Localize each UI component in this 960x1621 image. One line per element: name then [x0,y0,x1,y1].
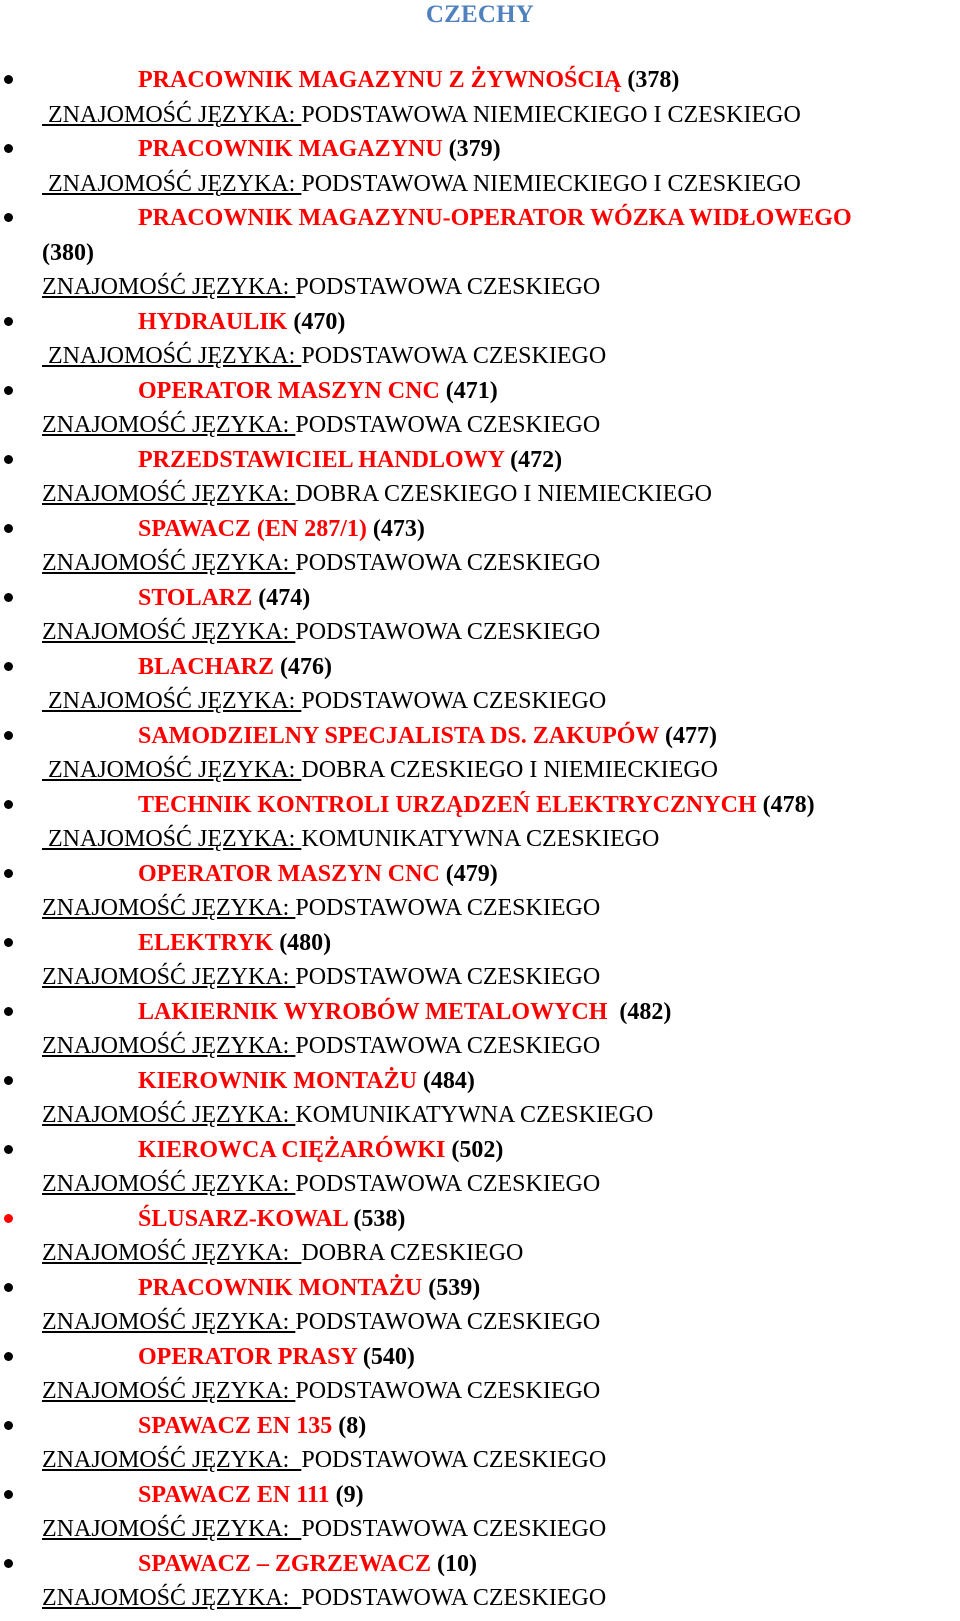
language-requirement-label: ZNAJOMOŚĆ JĘZYKA: [42,412,296,438]
language-requirement-label: ZNAJOMOŚĆ JĘZYKA: [42,895,296,921]
language-requirement-label: ZNAJOMOŚĆ JĘZYKA: [42,481,296,507]
job-heading [0,374,960,409]
language-requirement-value: DOBRA CZESKIEGO I NIEMIECKIEGO [301,757,718,783]
job-offer-number: (502) [445,1136,504,1163]
language-requirement-value: PODSTAWOWA CZESKIEGO [295,412,601,438]
job-item [0,581,960,650]
job-heading [0,1409,960,1444]
job-heading [0,1271,960,1306]
job-item [0,132,960,201]
language-requirement-value: PODSTAWOWA CZESKIEGO [295,1033,601,1059]
job-offer-number: (539) [422,1274,481,1301]
job-title: STOLARZ [138,584,253,611]
language-requirement-value: PODSTAWOWA CZESKIEGO [301,1516,607,1542]
bullet-icon [4,938,13,947]
job-heading [0,1202,960,1237]
job-heading [0,63,960,98]
language-requirement-label: ZNAJOMOŚĆ JĘZYKA: [42,170,302,197]
language-requirement-value: KOMUNIKATYWNA CZESKIEGO [301,826,660,852]
language-requirement-value: PODSTAWOWA CZESKIEGO [295,619,601,645]
bullet-icon [4,1283,13,1292]
language-requirement-label: ZNAJOMOŚĆ JĘZYKA: [42,826,302,852]
job-heading [0,512,960,547]
job-offer-number: (472) [504,446,563,473]
language-requirement [0,339,960,374]
language-requirement-value: KOMUNIKATYWNA CZESKIEGO [295,1102,654,1128]
language-requirement-label: ZNAJOMOŚĆ JĘZYKA: [42,1447,302,1473]
language-requirement-label: ZNAJOMOŚĆ JĘZYKA: [42,1585,302,1611]
language-requirement [0,167,960,202]
job-item [0,857,960,926]
job-title: PRZEDSTAWICIEL HANDLOWY [138,446,505,473]
job-title: BLACHARZ [138,653,275,680]
bullet-icon [4,1559,13,1568]
job-heading [0,305,960,340]
job-title: OPERATOR PRASY [138,1343,357,1370]
bullet-icon [4,386,13,395]
job-heading [0,443,960,478]
job-item [0,1202,960,1271]
language-requirement-label: ZNAJOMOŚĆ JĘZYKA: [42,619,296,645]
bullet-icon [4,455,13,464]
job-offer-number: (478) [756,791,815,818]
job-title: LAKIERNIK WYROBÓW METALOWYCH [138,998,608,1025]
language-requirement-label: ZNAJOMOŚĆ JĘZYKA: [42,688,302,714]
language-requirement [0,1098,960,1133]
job-offer-number: (476) [274,653,333,680]
job-offer-number: (9) [329,1481,364,1508]
job-offer-number: (471) [439,377,498,404]
bullet-icon [4,1352,13,1361]
language-requirement [0,753,960,788]
language-requirement [0,98,960,133]
language-requirement-value: PODSTAWOWA CZESKIEGO [295,550,601,576]
job-item [0,1340,960,1409]
job-heading [0,857,960,892]
job-heading [0,995,960,1030]
language-requirement-value: PODSTAWOWA CZESKIEGO [295,1378,601,1404]
language-requirement-label: ZNAJOMOŚĆ JĘZYKA: [42,1102,296,1128]
language-requirement-label: ZNAJOMOŚĆ JĘZYKA: [42,1309,296,1335]
language-requirement-value: PODSTAWOWA CZESKIEGO [295,964,601,990]
job-item [0,719,960,788]
language-requirement-value: PODSTAWOWA CZESKIEGO [301,1447,607,1473]
job-title: TECHNIK KONTROLI URZĄDZEŃ ELEKTRYCZNYCH [138,791,757,818]
job-heading [0,926,960,961]
language-requirement [0,822,960,857]
bullet-icon [4,213,13,222]
job-heading [0,650,960,685]
job-title: KIEROWNIK MONTAŻU [138,1067,417,1094]
job-title: OPERATOR MASZYN CNC [138,860,440,887]
job-item [0,650,960,719]
bullet-icon [4,800,13,809]
job-offer-number: (479) [439,860,498,887]
language-requirement [0,1029,960,1064]
job-title: PRACOWNIK MAGAZYNU [138,136,443,162]
language-requirement [0,477,960,512]
page-title: CZECHY [425,1,535,28]
language-requirement-value: PODSTAWOWA NIEMIECKIEGO I CZESKIEGO [301,101,801,128]
job-title: OPERATOR MASZYN CNC [138,377,440,404]
job-item [0,1064,960,1133]
job-item [0,63,960,132]
job-title: PRACOWNIK MAGAZYNU Z ŻYWNOŚCIĄ [138,67,622,93]
job-heading [0,201,960,236]
job-offer-number: (480) [273,929,332,956]
job-heading [0,1064,960,1099]
job-offer-number: (470) [287,308,346,335]
job-item [0,1478,960,1547]
bullet-icon [4,144,13,153]
language-requirement [0,684,960,719]
job-title: SPAWACZ EN 135 [138,1412,333,1439]
job-item [0,443,960,512]
language-requirement-label: ZNAJOMOŚĆ JĘZYKA: [42,343,302,369]
language-requirement-label: ZNAJOMOŚĆ JĘZYKA: [42,757,302,783]
language-requirement-value: PODSTAWOWA CZESKIEGO [301,343,607,369]
job-title: HYDRAULIK [138,308,288,335]
language-requirement [0,1374,960,1409]
language-requirement-value: PODSTAWOWA CZESKIEGO [295,1171,601,1197]
bullet-icon [4,1076,13,1085]
language-requirement-label: ZNAJOMOŚĆ JĘZYKA: [42,101,302,128]
language-requirement-label: ZNAJOMOŚĆ JĘZYKA: [42,1171,296,1197]
job-offer-number: (477) [659,722,717,749]
job-item [0,1133,960,1202]
language-requirement [0,408,960,443]
bullet-icon [4,731,13,740]
job-offer-number: (482) [607,998,672,1025]
job-heading [0,1478,960,1513]
job-heading [0,1547,960,1582]
job-item [0,374,960,443]
job-title: SPAWACZ (EN 287/1) [138,515,367,542]
language-requirement [0,1167,960,1202]
language-requirement [0,960,960,995]
job-offer-number: (378) [621,67,680,93]
bullet-icon [4,1145,13,1154]
job-offer-number: (474) [252,584,311,611]
language-requirement-value: PODSTAWOWA NIEMIECKIEGO I CZESKIEGO [301,170,801,197]
job-item [0,201,960,305]
language-requirement-value: DOBRA CZESKIEGO [301,1240,524,1266]
job-offer-number: (8) [332,1412,367,1439]
job-title: SPAWACZ EN 111 [138,1481,330,1508]
job-item [0,305,960,374]
language-requirement [0,1443,960,1478]
language-requirement [0,891,960,926]
language-requirement [0,615,960,650]
job-offer-number: (10) [430,1550,477,1577]
bullet-icon [4,662,13,671]
bullet-icon [4,1007,13,1016]
job-offer-number: (484) [416,1067,475,1094]
bullet-icon [4,75,13,84]
language-requirement-label: ZNAJOMOŚĆ JĘZYKA: [42,550,296,576]
job-offer-number: (473) [366,515,425,542]
job-title: ŚLUSARZ-KOWAL [138,1205,348,1232]
language-requirement-value: PODSTAWOWA CZESKIEGO [295,274,601,300]
job-item [0,926,960,995]
job-title: PRACOWNIK MAGAZYNU-OPERATOR WÓZKA WIDŁOWEGO [138,205,852,231]
bullet-icon [4,1490,13,1499]
bullet-icon [4,1214,13,1223]
job-heading [0,788,960,823]
bullet-icon [4,869,13,878]
language-requirement-label: ZNAJOMOŚĆ JĘZYKA: [42,1516,302,1542]
job-item [0,1409,960,1478]
language-requirement-label: ZNAJOMOŚĆ JĘZYKA: [42,1033,296,1059]
bullet-icon [4,1421,13,1430]
language-requirement [0,1236,960,1271]
language-requirement-value: PODSTAWOWA CZESKIEGO [295,1309,601,1335]
job-item [0,512,960,581]
job-title: SPAWACZ – ZGRZEWACZ [138,1550,431,1577]
job-offer-number-continued: (380) [42,239,94,266]
language-requirement [0,546,960,581]
job-item [0,995,960,1064]
language-requirement-value: PODSTAWOWA CZESKIEGO [301,688,607,714]
bullet-icon [4,317,13,326]
job-item [0,1271,960,1340]
job-heading [0,581,960,616]
job-title: SAMODZIELNY SPECJALISTA DS. ZAKUPÓW [138,722,659,749]
job-offer-number: (379) [442,136,501,162]
bullet-icon [4,524,13,533]
language-requirement-label: ZNAJOMOŚĆ JĘZYKA: [42,964,296,990]
language-requirement [0,1305,960,1340]
job-item [0,788,960,857]
job-offer-number: (538) [347,1205,406,1232]
job-heading [0,1340,960,1375]
bullet-icon [4,593,13,602]
language-requirement [0,270,960,305]
job-list [0,63,960,1616]
job-title: PRACOWNIK MONTAŻU [138,1274,423,1301]
language-requirement-value: PODSTAWOWA CZESKIEGO [301,1585,607,1611]
job-offer-number: (540) [356,1343,415,1370]
job-title: ELEKTRYK [138,929,274,956]
language-requirement-value: DOBRA CZESKIEGO I NIEMIECKIEGO [295,481,712,507]
language-requirement-label: ZNAJOMOŚĆ JĘZYKA: [42,1378,296,1404]
job-heading [0,1133,960,1168]
language-requirement-label: ZNAJOMOŚĆ JĘZYKA: [42,274,296,300]
language-requirement [0,1581,960,1616]
job-title: KIEROWCA CIĘŻARÓWKI [138,1136,446,1163]
language-requirement-value: PODSTAWOWA CZESKIEGO [295,895,601,921]
job-item [0,1547,960,1616]
language-requirement-label: ZNAJOMOŚĆ JĘZYKA: [42,1240,302,1266]
job-heading [0,719,960,754]
job-heading [0,132,960,167]
language-requirement [0,1512,960,1547]
